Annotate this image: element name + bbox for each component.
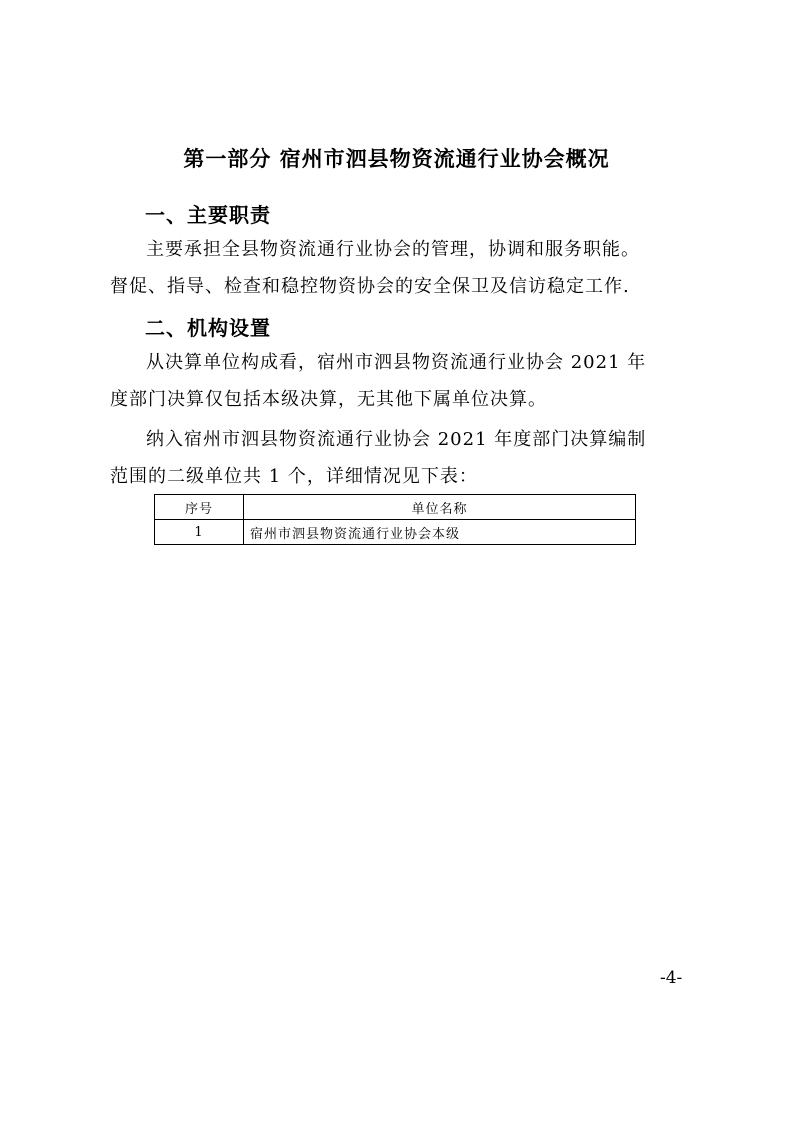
main-duties-paragraph (110, 231, 690, 305)
organization-p2-line-2: 范围的二级单位共 1 个，详细情况见下表： (110, 466, 478, 487)
section-heading-main-duties: 一、主要职责 (145, 203, 271, 227)
page-title: 第一部分 宿州市泗县物资流通行业协会概况 (183, 147, 610, 171)
section-heading-organization: 二、机构设置 (145, 316, 271, 340)
organization-paragraph-1 (110, 344, 690, 418)
organization-p2-line-1: 纳入宿州市泗县物资流通行业协会 2021 年度部门决算编制 (146, 429, 647, 450)
main-duties-line-2: 督促、指导、检查和稳控物资协会的安全保卫及信访稳定工作. (110, 276, 630, 297)
organization-p1-line-1: 从决算单位构成看，宿州市泗县物资流通行业协会 2021 年 (146, 352, 647, 373)
page-number: -4- (660, 968, 683, 988)
table-cell-number: 1 (155, 520, 244, 545)
organization-p1-line-2: 度部门决算仅包括本级决算，无其他下属单位决算。 (110, 389, 547, 410)
table-row (155, 520, 636, 545)
table-cell-unit-name: 宿州市泗县物资流通行业协会本级 (244, 520, 636, 545)
main-duties-line-1: 主要承担全县物资流通行业协会的管理，协调和服务职能。 (146, 239, 640, 260)
table-header-number: 序号 (155, 495, 244, 520)
table-header-row (155, 495, 636, 520)
organization-paragraph-2 (110, 421, 690, 495)
table-header-unit-name: 单位名称 (244, 495, 636, 520)
unit-table (154, 494, 636, 545)
